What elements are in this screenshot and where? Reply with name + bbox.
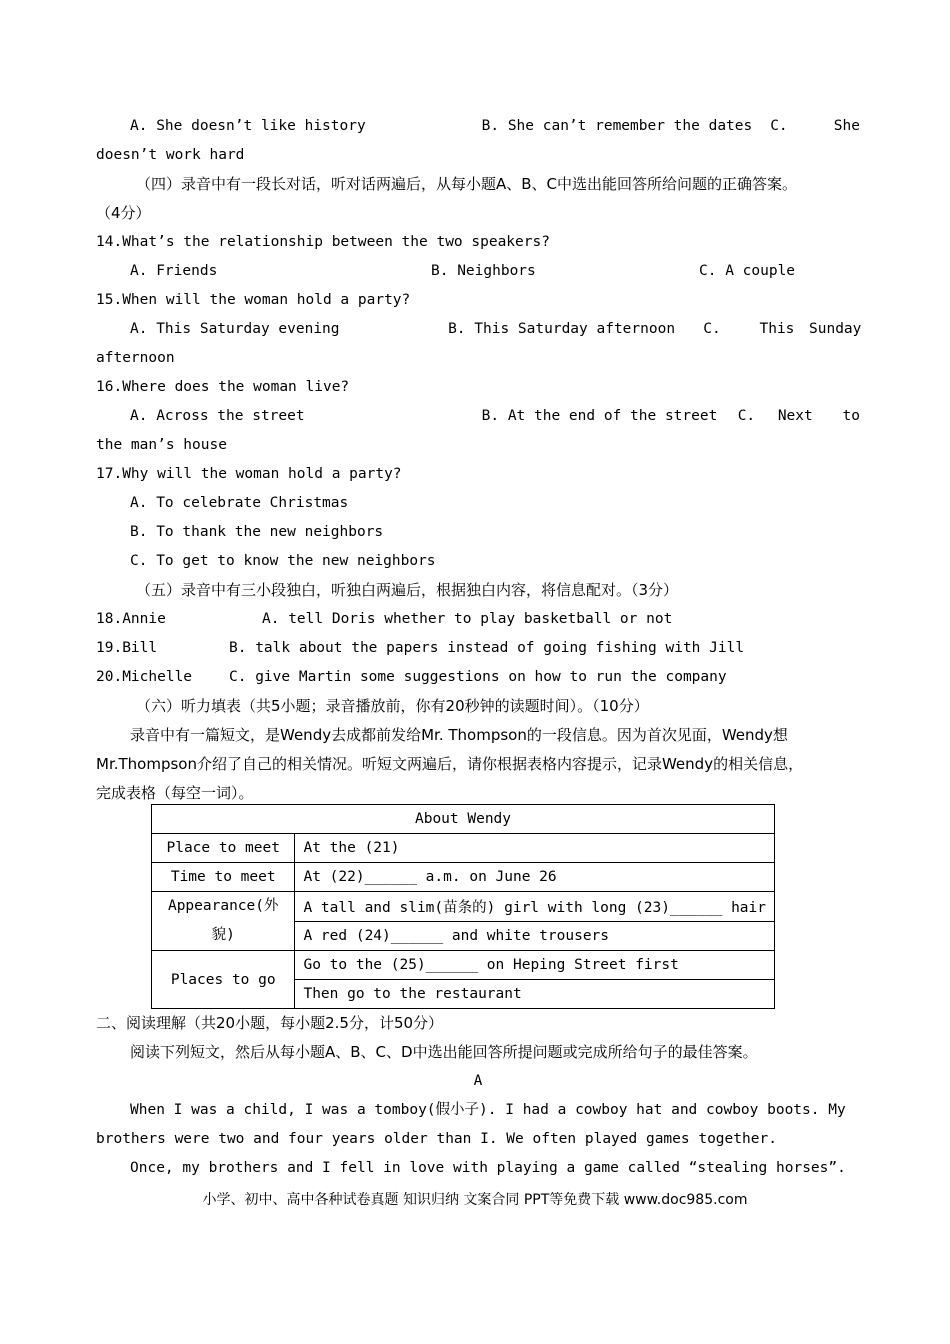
section5-instruction: （五）录音中有三小段独白，听独白两遍后，根据独白内容，将信息配对。（3分） — [136, 581, 679, 599]
option-c-letter: C. — [703, 321, 721, 337]
section6-instruction: （六）听力填表（共5小题；录音播放前，你有20秒钟的读题时间）。（10分） — [136, 697, 649, 715]
table-value-time: At (22)______ a.m. on June 26 — [295, 863, 775, 892]
q14-options — [96, 257, 860, 286]
option-a: A. She doesn’t like history — [130, 118, 366, 134]
option-c-continued: the man’s house — [96, 437, 227, 453]
q13-options — [96, 112, 860, 141]
section4-instruction: （四）录音中有一段长对话，听对话两遍后，从每小题A、B、C中选出能回答所给问题的正确答案。 — [136, 175, 798, 193]
info-table — [151, 804, 775, 1009]
matching-name: 18.Annie — [96, 611, 166, 627]
option-b: B. Neighbors — [431, 263, 536, 279]
matching-row — [96, 605, 860, 634]
q14-question: 14.What’s the relationship between the two speakers? — [96, 234, 550, 250]
section6-para-line3: 完成表格（每空一词）。 — [96, 784, 254, 802]
option-b: B. She can’t remember the dates — [481, 118, 753, 134]
matching-name: 19.Bill — [96, 640, 158, 656]
option-c-word2: to — [842, 408, 860, 424]
q16-options — [96, 402, 860, 431]
matching-row — [96, 663, 860, 692]
q17-question: 17.Why will the woman hold a party? — [96, 466, 402, 482]
option-c-word1: Next — [777, 408, 813, 424]
table-key-places: Places to go — [152, 951, 295, 1009]
part2-heading: 二、阅读理解（共20小题，每小题2.5分，计50分） — [96, 1014, 444, 1032]
option-a: A. Across the street — [130, 408, 305, 424]
option-b: B. At the end of the street — [481, 408, 718, 424]
table-value-appearance-1: A tall and slim(苗条的) girl with long (23)______ hair — [295, 892, 775, 922]
matching-option: C. give Martin some suggestions on how to run the company — [229, 669, 727, 685]
reading-section — [96, 1009, 860, 1183]
option-a: A. Friends — [130, 263, 218, 279]
option-c: C. A couple — [699, 263, 796, 279]
table-value-places-1: Go to the (25)______ on Heping Street first — [295, 951, 775, 980]
option-c-continued: afternoon — [96, 350, 175, 366]
option-c-start: She — [833, 118, 860, 134]
exam-page — [96, 112, 860, 808]
table-value-appearance-2: A red (24)______ and white trousers — [295, 921, 775, 951]
matching-row — [96, 634, 860, 663]
section6-para-line1: 录音中有一篇短文，是Wendy去成都前发给Mr. Thompson的一段信息。因为首次见面，Wendy想 — [130, 726, 788, 744]
option-b: B. To thank the new neighbors — [130, 524, 384, 540]
passage-label: A — [473, 1073, 483, 1089]
table-value-places-2: Then go to the restaurant — [295, 980, 775, 1009]
page-footer: 小学、初中、高中各种试卷真题 知识归纳 文案合同 PPT等免费下载 www.doc985.com — [202, 1192, 748, 1208]
option-c-letter: C. — [737, 408, 756, 424]
table-key-time: Time to meet — [152, 863, 295, 892]
option-c-letter: C. — [770, 118, 788, 134]
option-a: A. To celebrate Christmas — [130, 495, 349, 511]
option-b: B. This Saturday afternoon — [448, 321, 676, 337]
matching-name: 20.Michelle — [96, 669, 193, 685]
option-c-word2: Sunday — [809, 321, 862, 337]
option-c-word1: This — [759, 321, 795, 337]
option-c-continued: doesn’t work hard — [96, 147, 245, 163]
passage-line: Once, my brothers and I fell in love with playing a game called “stealing horses”. — [130, 1160, 846, 1176]
table-key-appearance: Appearance(外貌) — [152, 892, 295, 951]
table-title: About Wendy — [152, 805, 775, 834]
passage-line: brothers were two and four years older than I. We often played games together. — [96, 1131, 777, 1147]
q15-options — [96, 315, 860, 344]
option-a: A. This Saturday evening — [130, 321, 340, 337]
part2-instruction: 阅读下列短文，然后从每小题A、B、C、D中选出能回答所提问题或完成所给句子的最佳答案。 — [130, 1043, 758, 1061]
section4-points: （4分） — [96, 204, 151, 222]
matching-option: A. tell Doris whether to play basketball or not — [262, 611, 673, 627]
table-value-place: At the (21) — [295, 834, 775, 863]
section6-para-line2: Mr.Thompson介绍了自己的相关情况。听短文两遍后，请你根据表格内容提示，记录Wendy的相关信息， — [96, 755, 804, 773]
option-c: C. To get to know the new neighbors — [130, 553, 436, 569]
q16-question: 16.Where does the woman live? — [96, 379, 350, 395]
matching-option: B. talk about the papers instead of going fishing with Jill — [229, 640, 745, 656]
table-key-place: Place to meet — [152, 834, 295, 863]
q15-question: 15.When will the woman hold a party? — [96, 292, 411, 308]
passage-line: When I was a child, I was a tomboy(假小子). I had a cowboy hat and cowboy boots. My — [130, 1102, 846, 1118]
